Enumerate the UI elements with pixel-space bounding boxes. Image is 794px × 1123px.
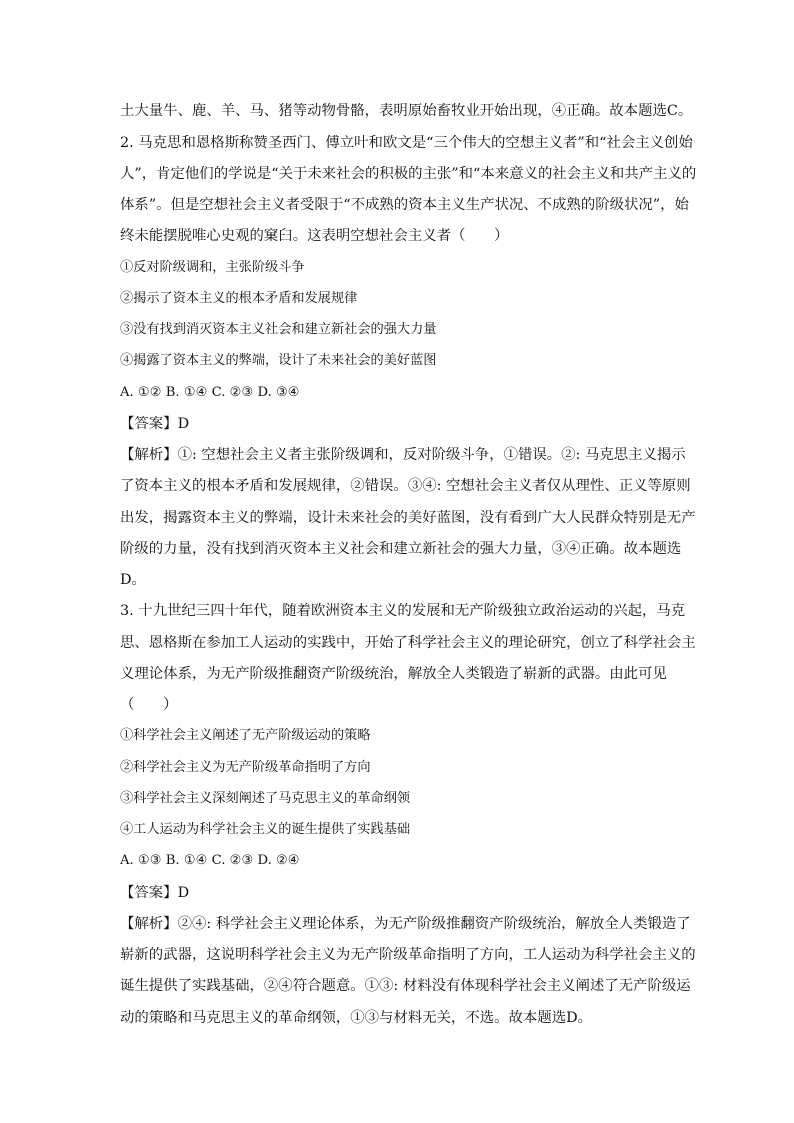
analysis-line: 阶级的力量，没有找到消灭资本主义社会和建立新社会的强大力量，③④正确。故本题选 — [120, 541, 682, 557]
option-item: ③科学社会主义深刻阐述了马克思主义的革命纲领 — [120, 791, 411, 806]
answer-choices: A. ①② B. ①④ C. ②③ D. ③④ — [120, 385, 300, 400]
option-item: ②揭示了资本主义的根本矛盾和发展规律 — [120, 291, 358, 306]
analysis-line: 动的策略和马克思主义的革命纲领，①③与材料无关，不选。故本题选D。 — [120, 1010, 593, 1026]
answer-choices: A. ①③ B. ①④ C. ②③ D. ②④ — [120, 853, 300, 868]
analysis-line: 崭新的武器，这说明科学社会主义为无产阶级革命指明了方向，工人运动为科学社会主义的 — [120, 947, 696, 963]
analysis-line: D。 — [120, 572, 146, 588]
answer-label: 【答案】D — [120, 885, 190, 901]
text-line: 义理论体系，为无产阶级推翻资产阶级统治，解放全人类锻造了崭新的武器。由此可见 — [120, 666, 667, 682]
text-line: 思、恩格斯在参加工人运动的实践中，开始了科学社会主义的理论研究，创立了科学社会主 — [120, 635, 696, 651]
text-line: 人”，肯定他们的学说是“关于未来社会的积极的主张”和“本来意义的社会主义和共产主义的 — [120, 166, 697, 182]
option-item: ④揭露了资本主义的弊端，设计了未来社会的美好蓝图 — [120, 353, 437, 368]
option-item: ②科学社会主义为无产阶级革命指明了方向 — [120, 760, 371, 775]
question-2-stem: 2. 马克思和恩格斯称赞圣西门、傅立叶和欧文是“三个伟大的空想主义者”和“社会主义创始 — [120, 135, 693, 151]
analysis-line: 出发，揭露资本主义的弊端，设计未来社会的美好蓝图，没有看到广大人民群众特别是无产 — [120, 510, 696, 526]
option-item: ①科学社会主义阐述了无产阶级运动的策略 — [120, 728, 371, 743]
text-line: 体系”。但是空想社会主义者受限于“不成熟的资本主义生产状况、不成熟的阶级状况”，始 — [120, 197, 689, 213]
analysis-line: 【解析】①: 空想社会主义者主张阶级调和，反对阶级斗争，①错误。②: 马克思主义揭示 — [120, 447, 686, 463]
text-line: （ ） — [120, 697, 178, 713]
analysis-line: 【解析】②④: 科学社会主义理论体系，为无产阶级推翻资产阶级统治，解放全人类锻造了 — [120, 916, 691, 932]
text-line: 土大量牛、鹿、羊、马、猪等动物骨骼，表明原始畜牧业开始出现，④正确。故本题选C。 — [120, 103, 693, 119]
option-item: ①反对阶级调和，主张阶级斗争 — [120, 260, 305, 275]
answer-label: 【答案】D — [120, 416, 190, 432]
question-3-stem: 3. 十九世纪三四十年代，随着欧洲资本主义的发展和无产阶级独立政治运动的兴起，马克 — [120, 603, 686, 619]
text-line: 终未能摆脱唯心史观的窠臼。这表明空想社会主义者（ ） — [120, 228, 509, 244]
option-item: ③没有找到消灭资本主义社会和建立新社会的强大力量 — [120, 322, 437, 337]
analysis-line: 诞生提供了实践基础，②④符合题意。①③: 材料没有体现科学社会主义阐述了无产阶级运 — [120, 978, 691, 994]
analysis-line: 了资本主义的根本矛盾和发展规律，②错误。③④: 空想社会主义者仅从理性、正义等原则 — [120, 478, 691, 494]
option-item: ④工人运动为科学社会主义的诞生提供了实践基础 — [120, 822, 411, 837]
